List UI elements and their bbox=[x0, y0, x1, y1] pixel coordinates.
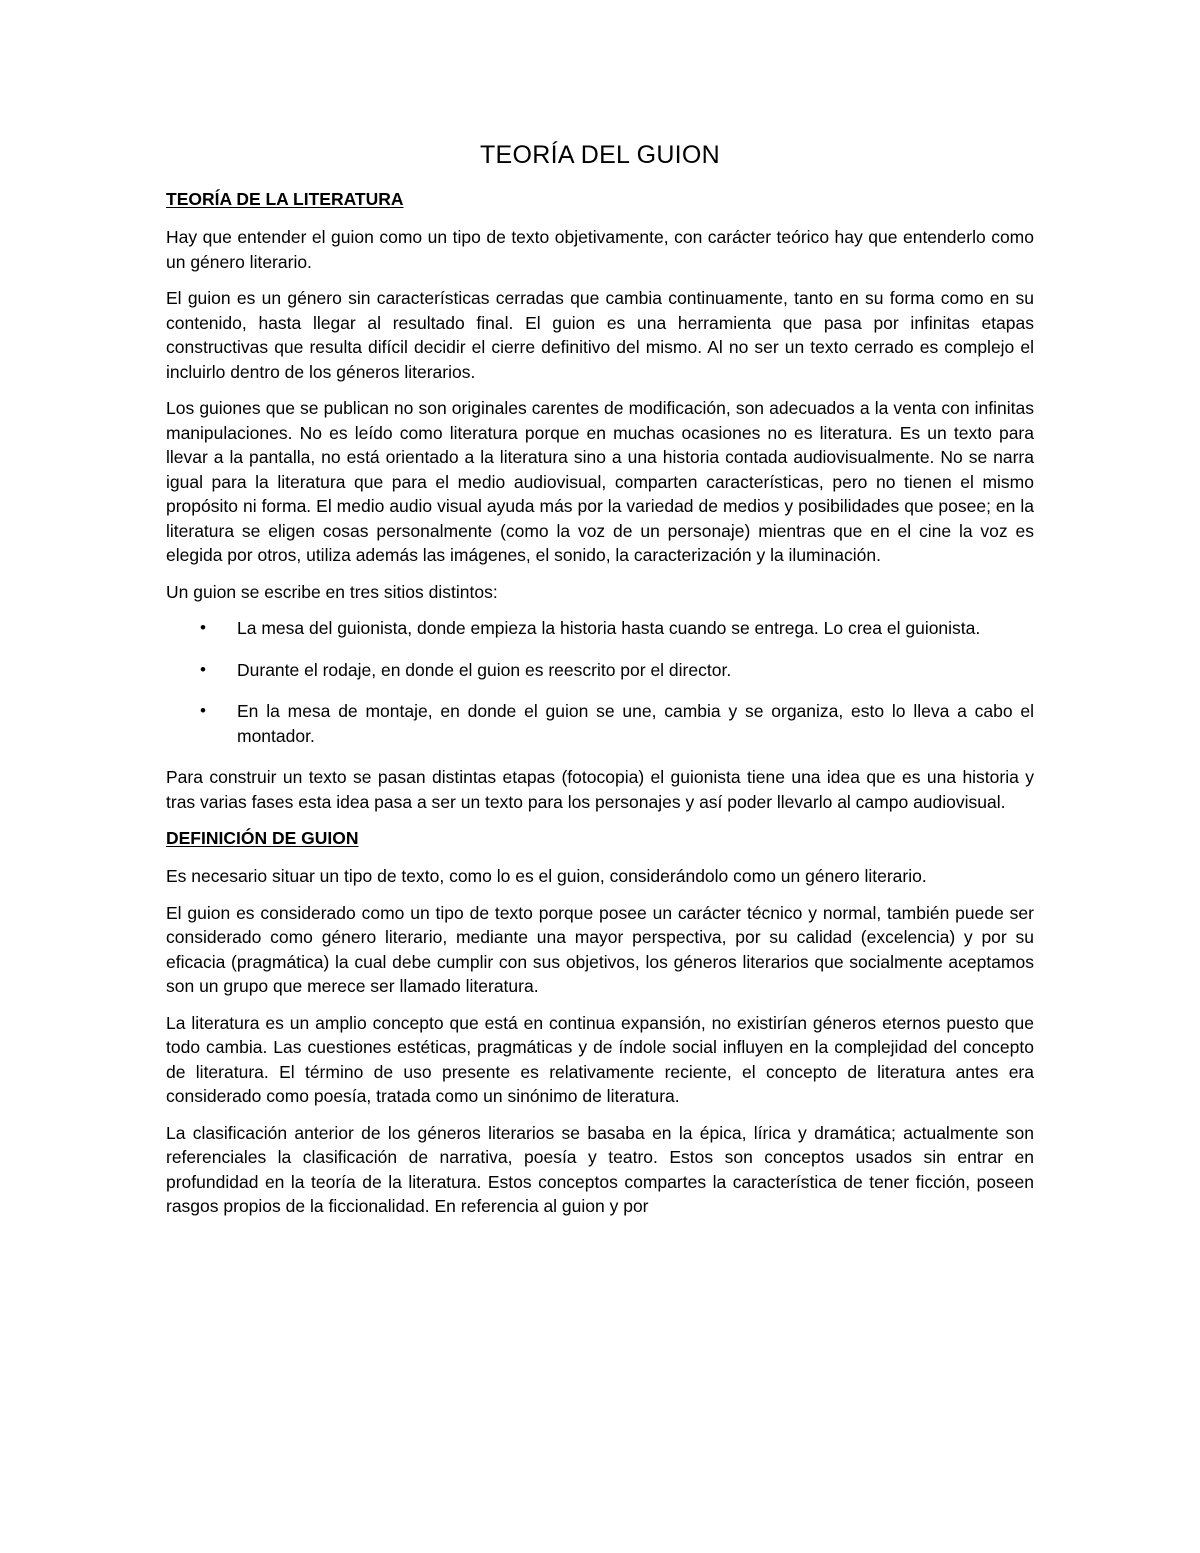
paragraph: La literatura es un amplio concepto que está en continua expansión, no existirían géneros eternos puesto que todo cambia. Las cuestiones estéticas, pragmáticas y de índole social influyen en la complejidad del concepto de literatura. El término de uso presente es relativamente reciente, el concepto de literatura antes era considerado como poesía, tratada como un sinónimo de literatura. bbox=[166, 1012, 1034, 1106]
bullet-icon: • bbox=[200, 701, 206, 720]
document-title: TEORÍA DEL GUION bbox=[479, 141, 721, 169]
paragraph: Es necesario situar un tipo de texto, como lo es el guion, considerándolo como un género literario. bbox=[166, 866, 927, 886]
paragraph: El guion es considerado como un tipo de texto porque posee un carácter técnico y normal, también puede ser considerado como género literario, mediante una mayor perspectiva, por su calidad (excelencia) y por su eficacia (pragmática) la cual debe cumplir con sus objetivos, los géneros literarios que socialmente aceptamos son un grupo que merece ser llamado literatura. bbox=[166, 902, 1034, 996]
bullet-icon: • bbox=[200, 659, 206, 679]
paragraph: La clasificación anterior de los géneros literarios se basaba en la épica, lírica y dramática; actualmente son referenciales la clasificación de narrativa, poesía y teatro. Estos son conceptos usados sin entrar en profundidad en la teoría de la literatura. Estos conceptos compartes la característica de tener ficción, poseen rasgos propios de la ficcionalidad. En referencia al guion y por bbox=[166, 1122, 1034, 1216]
list-item bbox=[166, 616, 1034, 641]
list-item-text: Durante el rodaje, en donde el guion es reescrito por el director. bbox=[237, 659, 732, 680]
bullet-icon: • bbox=[200, 618, 206, 637]
list-item-text: La mesa del guionista, donde empieza la historia hasta cuando se entrega. Lo crea el guionista. bbox=[237, 618, 981, 638]
page-content bbox=[166, 140, 1034, 1231]
paragraph: Hay que entender el guion como un tipo de texto objetivamente, con carácter teórico hay que entenderlo como un género literario. bbox=[166, 227, 1034, 272]
bullet-list bbox=[166, 616, 1034, 748]
list-item bbox=[166, 699, 1034, 748]
section-teoria-literatura bbox=[166, 187, 1034, 814]
paragraph: Los guiones que se publican no son originales carentes de modificación, son adecuados a la venta con infinitas manipulaciones. No es leído como literatura porque en muchas ocasiones no es literatura. Es un texto para llevar a la pantalla, no está orientado a la literatura sino a una historia contada audiovisualmente. No se narra igual para la literatura que para el medio audiovisual, comparten características, pero no tienen el mismo propósito ni forma. El medio audio visual ayuda más por la variedad de medios y posibilidades que posee; en la literatura se eligen cosas personalmente (como la voz de un personaje) mientras que en el cine la voz es elegida por otros, utiliza además las imágenes, el sonido, la caracterización y la iluminación. bbox=[166, 398, 1034, 565]
list-item bbox=[166, 658, 1034, 683]
section-heading: TEORÍA DE LA LITERATURA bbox=[166, 189, 404, 209]
paragraph: Un guion se escribe en tres sitios distintos: bbox=[166, 581, 498, 602]
list-item-text: En la mesa de montaje, en donde el guion se une, cambia y se organiza, esto lo lleva a cabo el montador. bbox=[237, 701, 1034, 746]
paragraph: El guion es un género sin características cerradas que cambia continuamente, tanto en su forma como en su contenido, hasta llegar al resultado final. El guion es una herramienta que pasa por infinitas etapas constructivas que resulta difícil decidir el cierre definitivo del mismo. Al no ser un texto cerrado es complejo el incluirlo dentro de los géneros literarios. bbox=[166, 288, 1034, 382]
section-definicion-guion bbox=[166, 826, 1034, 1219]
section-heading: DEFINICIÓN DE GUION bbox=[166, 828, 359, 848]
paragraph: Para construir un texto se pasan distintas etapas (fotocopia) el guionista tiene una idea que es una historia y tras varias fases esta idea pasa a ser un texto para los personajes y así poder llevarlo al campo audiovisual. bbox=[166, 767, 1034, 812]
